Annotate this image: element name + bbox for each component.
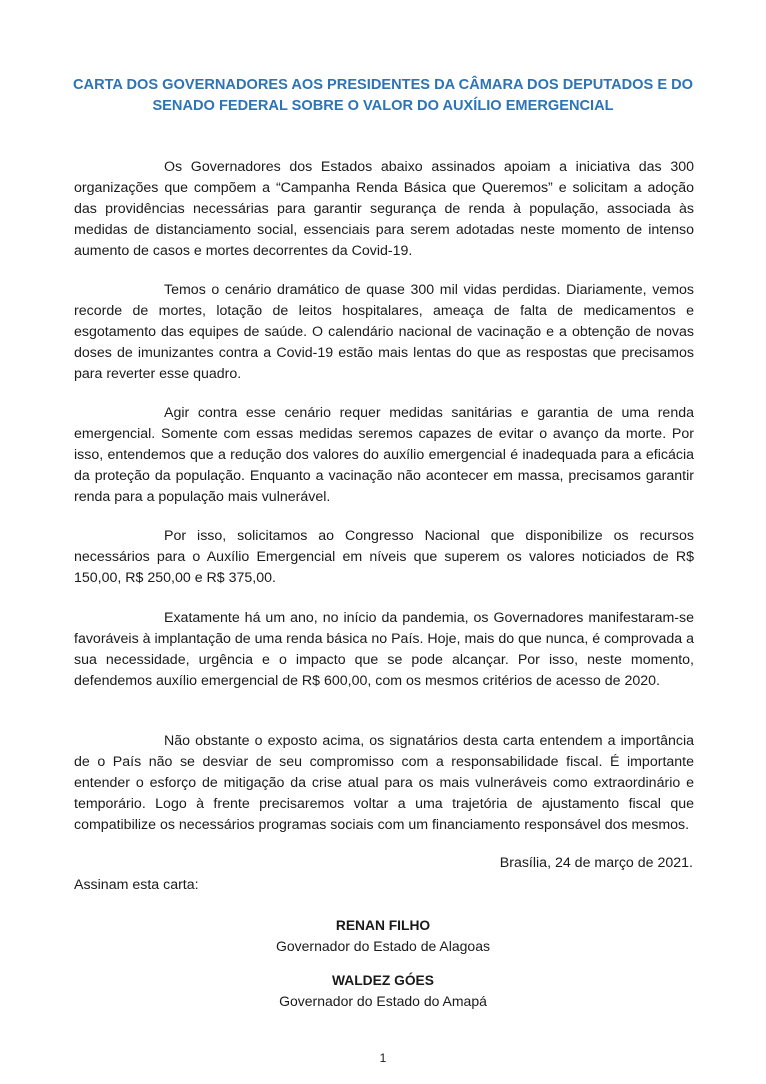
paragraph: Por isso, solicitamos ao Congresso Nacional que disponibilize os recursos necessários para o Auxílio Emergencial em níveis que superem os valores noticiados de R$ 150,00, R$ 250,00 e R$ 375,00. xyxy=(74,528,694,586)
paragraph: Exatamente há um ano, no início da pandemia, os Governadores manifestaram-se favoráveis à implantação de uma renda básica no País. Hoje, mais do que nunca, é comprovada a sua necessidade, urgência e o impacto que se pode alcançar. Por isso, neste momento, defendemos auxílio emergencial de R$ 600,00, com os mesmos critérios de acesso de 2020. xyxy=(74,610,694,689)
paragraph-4-block xyxy=(74,526,694,609)
paragraph-3-block xyxy=(74,403,694,528)
signatory-name: WALDEZ GÓES xyxy=(332,973,434,988)
paragraph: Os Governadores dos Estados abaixo assinados apoiam a iniciativa das 300 organizações que compõem a “Campanha Renda Básica que Queremos” e solicitam a adoção das providências necessárias para garantir segurança de renda à população, associada às medidas de distanciamento social, essenciais para serem adotadas neste momento de intenso aumento de casos e mortes decorrentes da Covid-19. xyxy=(74,159,694,259)
signatory xyxy=(70,971,696,1012)
paragraph: Agir contra esse cenário requer medidas sanitárias e garantia de uma renda emergencial. Somente com essas medidas seremos capazes de evitar o avanço da morte. Por isso, entendemos que a redução dos valores do auxílio emergencial é inadequada para a eficácia da proteção da população. Enquanto a vacinação não acontecer em massa, precisamos garantir renda para a população mais vulnerável. xyxy=(74,405,694,505)
page-number: 1 xyxy=(379,1051,387,1065)
signatory xyxy=(70,916,696,957)
paragraph: Não obstante o exposto acima, os signatários desta carta entendem a importância de o País não se desviar de seu compromisso com a responsabilidade fiscal. É importante entender o esforço de mitigação da crise atual para os mais vulneráveis como extraordinário e temporário. Logo à frente precisaremos voltar a uma trajetória de ajustamento fiscal que compatibilize os necessários programas sociais com um financiamento responsável dos mesmos. xyxy=(74,733,694,833)
signatory-role: Governador do Estado de Alagoas xyxy=(275,938,491,954)
signatures-intro: Assinam esta carta: xyxy=(74,877,199,893)
paragraph-2-block xyxy=(74,280,694,405)
signatory-role: Governador do Estado do Amapá xyxy=(279,993,487,1009)
paragraph: Temos o cenário dramático de quase 300 mil vidas perdidas. Diariamente, vemos recorde de mortes, lotação de leitos hospitalares, ameaça de falta de medicamentos e esgotamento das equipes de saúde. O calendário nacional de vacinação e a obtenção de novas doses de imunizantes contra a Covid-19 estão mais lentas do que as respostas que precisamos para reverter esse quadro. xyxy=(74,282,694,382)
signatory-name: RENAN FILHO xyxy=(335,918,431,933)
paragraph-6-block xyxy=(74,731,694,856)
paragraph-5-block xyxy=(74,608,694,712)
paragraph-1-block xyxy=(74,157,694,282)
document-title: CARTA DOS GOVERNADORES AOS PRESIDENTES DA CÂMARA DOS DEPUTADOS E DO SENADO FEDERAL SOBRE O VALOR DO AUXÍLIO EMERGENCIAL xyxy=(72,77,693,114)
date-line: Brasília, 24 de março de 2021. xyxy=(499,855,693,871)
